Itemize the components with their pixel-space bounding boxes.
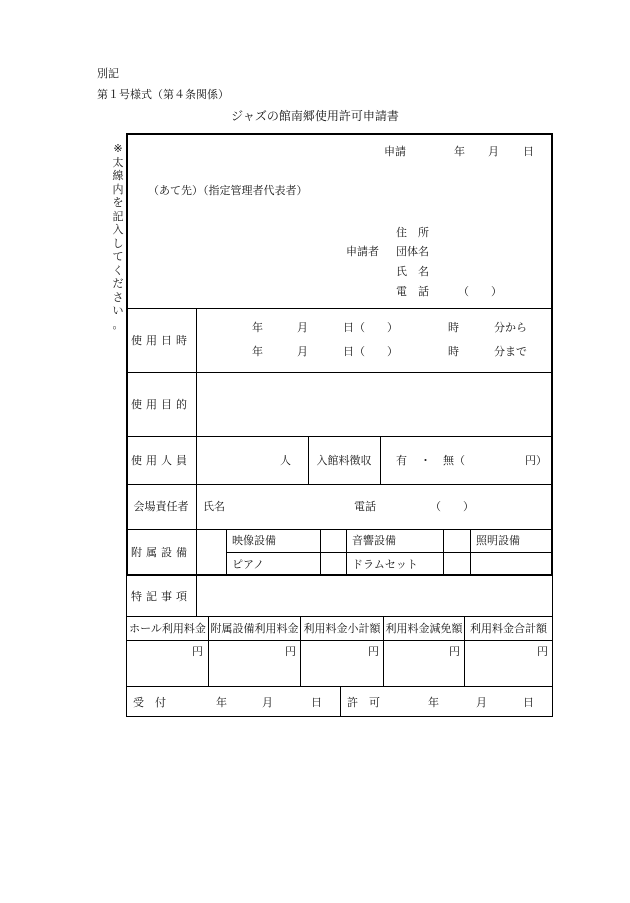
group-name-label: 団体名 [396,245,429,258]
attendees-label: 使用人員 [131,453,191,467]
divider [208,616,209,686]
manager-phone-label: 電話 [354,500,376,513]
usage-purpose-label: 使用目的 [131,397,191,411]
side-note-char: て [112,250,124,263]
side-note-char: ※ [113,142,123,155]
side-note-char: く [112,263,124,277]
application-year[interactable]: 年 [454,145,465,158]
end-year[interactable]: 年 [252,345,263,358]
end-month[interactable]: 月 [297,345,308,358]
start-month[interactable]: 月 [297,321,308,334]
divider [196,576,197,616]
phone-label: 電 話 [396,285,429,298]
fee-no[interactable]: 無（ [443,454,465,467]
equipment-lighting: 照明設備 [476,534,520,547]
end-hour[interactable]: 時 [448,345,459,358]
fee-header-subtotal: 利用料金小計額 [303,622,381,635]
side-note [111,142,125,331]
divider [126,640,553,641]
start-from: 分から [494,321,527,334]
divider [300,616,301,686]
divider [126,716,553,717]
side-note-char: し [112,236,124,250]
permit-year[interactable]: 年 [428,696,439,709]
fee-subtotal-unit[interactable]: 円 [368,645,379,658]
name-label: 氏 名 [396,265,429,278]
form-title: ジャズの館南郷使用許可申請書 [231,109,399,123]
received-label: 受 付 [133,696,166,709]
equipment-video: 映像設備 [232,534,276,547]
side-note-char: 太 [112,155,124,169]
side-note-char: さ [112,290,124,304]
received-month[interactable]: 月 [262,696,273,709]
divider [340,686,341,716]
side-note-char: 線 [112,169,124,182]
equipment-label: 附属設備 [131,546,191,559]
side-note-char: だ [112,277,124,290]
divider [383,616,384,686]
divider [464,616,465,686]
end-to: 分まで [494,345,527,358]
usage-datetime-label: 使用日時 [131,333,191,347]
equipment-check-piano[interactable] [198,554,224,574]
divider [196,308,197,576]
fee-dot: ・ [420,454,431,467]
venue-manager-label: 会場責任者 [133,500,189,513]
equipment-drums: ドラムセット [352,557,418,571]
start-day[interactable]: 日（ ） [343,321,398,334]
side-note-char: を [112,196,124,209]
side-note-char: 。 [112,317,124,331]
fee-equipment-unit[interactable]: 円 [285,645,296,658]
application-month[interactable]: 月 [488,145,499,158]
fee-header-total: 利用料金合計額 [470,622,547,635]
fee-total-unit[interactable]: 円 [537,645,548,658]
special-notes-field[interactable] [198,578,550,614]
phone-paren[interactable]: （ ） [458,285,502,298]
admission-fee-label: 入館料徴収 [316,453,372,467]
applicant-label: 申請者 [346,245,379,258]
form-number: 第１号様式（第４条関係） [97,88,229,101]
usage-purpose-field[interactable] [198,374,550,434]
fee-header-hall: ホール利用料金 [129,622,206,635]
fee-discount-unit[interactable]: 円 [449,645,460,658]
permit-month[interactable]: 月 [476,696,487,709]
appendix-label: 別記 [97,67,119,80]
fee-header-equipment: 附属設備利用料金 [210,622,299,635]
equipment-check-lighting[interactable] [444,531,469,551]
side-note-char: 記 [112,209,124,223]
special-notes-label: 特記事項 [131,589,191,603]
divider [552,576,553,716]
fee-yes[interactable]: 有 [396,454,407,467]
fee-yen[interactable]: 円） [525,454,547,467]
start-hour[interactable]: 時 [448,321,459,334]
equipment-check-audio[interactable] [321,531,345,551]
start-year[interactable]: 年 [252,321,263,334]
equipment-check-drums[interactable] [321,554,345,574]
received-day[interactable]: 日 [311,696,322,709]
fee-hall-unit[interactable]: 円 [192,645,203,658]
fee-header-discount: 利用料金減免額 [385,622,463,635]
side-note-char: い [112,304,124,317]
end-day[interactable]: 日（ ） [343,345,398,358]
application-date-prefix: 申請 [384,145,406,158]
received-year[interactable]: 年 [216,696,227,709]
manager-name-label: 氏名 [203,500,225,513]
divider [380,436,381,484]
permit-label: 許 可 [347,696,380,709]
side-note-char: 内 [112,182,124,196]
equipment-audio: 音響設備 [352,534,396,547]
equipment-check-video[interactable] [198,531,224,551]
attendees-unit[interactable]: 人 [280,454,291,467]
manager-phone-paren[interactable]: （ ） [430,500,474,513]
address-label: 住 所 [396,226,429,239]
permit-day[interactable]: 日 [523,696,534,709]
side-note-char: 入 [112,223,124,236]
equipment-piano: ピアノ [232,557,265,571]
addressee: （あて先）（指定管理者代表者） [148,184,308,197]
application-day[interactable]: 日 [523,145,534,158]
